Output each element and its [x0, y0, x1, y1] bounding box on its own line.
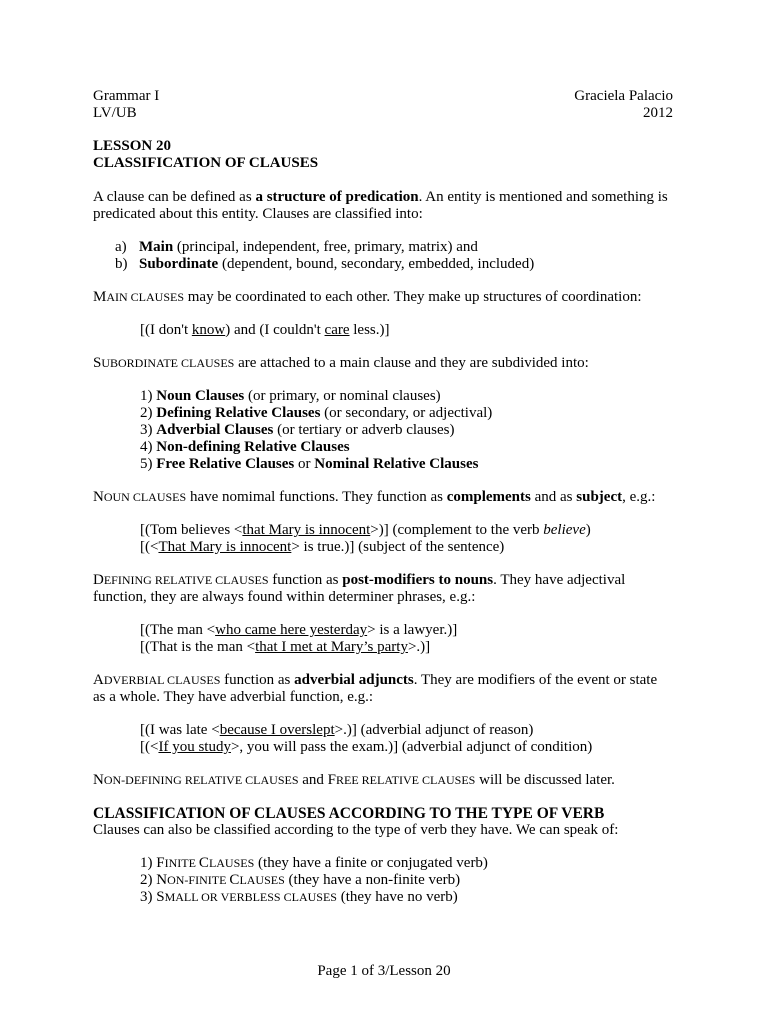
list-item: 3) Adverbial Clauses (or tertiary or adverb clauses)	[140, 422, 455, 438]
example-line: [(<If you study>, you will pass the exam.)] (adverbial adjunct of condition)	[140, 739, 593, 755]
header-row-2	[93, 105, 673, 122]
list-item: 5) Free Relative Clauses or Nominal Relative Clauses	[140, 456, 479, 472]
list-item: 1) Noun Clauses (or primary, or nominal clauses)	[140, 388, 441, 404]
document-page	[93, 88, 673, 906]
defining-examples	[93, 622, 673, 656]
header-row-1	[93, 88, 673, 105]
lesson-title: CLASSIFICATION OF CLAUSES	[93, 155, 319, 171]
example-line: [(The man <who came here yesterday> is a lawyer.)]	[140, 622, 458, 638]
list-item: a) Main (principal, independent, free, primary, matrix) and	[115, 239, 478, 255]
main-clauses-paragraph: MAIN CLAUSES may be coordinated to each other. They make up structures of coordination:	[93, 289, 642, 305]
defining-clauses-paragraph: DEFINING RELATIVE CLAUSES function as post-modifiers to nouns. They have adjectival function, they are always found within determiner phrases, e.g.:	[93, 572, 626, 605]
list-item: 2) NON-FINITE CLAUSES (they have a non-finite verb)	[140, 872, 461, 888]
list-item: 2) Defining Relative Clauses (or secondary, or adjectival)	[140, 405, 493, 421]
course-name: Grammar I	[93, 88, 160, 104]
subordinate-clauses-paragraph: SUBORDINATE CLAUSES are attached to a main clause and they are subdivided into:	[93, 355, 589, 371]
author-name: Graciela Palacio	[574, 88, 673, 104]
department: LV/UB	[93, 105, 137, 121]
noun-examples	[93, 522, 673, 556]
lesson-number: LESSON 20	[93, 138, 171, 154]
example-line: [(That is the man <that I met at Mary’s party>.)]	[140, 639, 431, 655]
adverbial-clauses-paragraph: ADVERBIAL CLAUSES function as adverbial adjuncts. They are modifiers of the event or state as a whole. They have adverbial function, e.g.:	[93, 672, 658, 705]
example-line: [(Tom believes <that Mary is innocent>)] (complement to the verb believe)	[140, 522, 591, 538]
list-item: 1) FINITE CLAUSES (they have a finite or conjugated verb)	[140, 855, 488, 871]
example-line: [(I don't know) and (I couldn't care less.)]	[140, 322, 390, 338]
verb-section-intro: Clauses can also be classified according to the type of verb they have. We can speak of:	[93, 822, 619, 838]
noun-clauses-paragraph: NOUN CLAUSES have nomimal functions. They function as complements and as subject, e.g.:	[93, 489, 656, 505]
example-line: [(I was late <because I overslept>.)] (adverbial adjunct of reason)	[140, 722, 534, 738]
adverbial-examples	[93, 722, 673, 756]
example-line: [(<That Mary is innocent> is true.)] (subject of the sentence)	[140, 539, 505, 555]
subordinate-list	[93, 388, 673, 473]
page-footer: Page 1 of 3/Lesson 20	[317, 963, 451, 979]
list-item: 3) SMALL OR VERBLESS CLAUSES (they have no verb)	[140, 889, 458, 905]
intro-paragraph: A clause can be defined as a structure of predication. An entity is mentioned and something is predicated about this entity. Clauses are classified into:	[93, 189, 668, 222]
list-item: 4) Non-defining Relative Clauses	[140, 439, 350, 455]
clause-types-list	[93, 239, 673, 273]
section-heading: CLASSIFICATION OF CLAUSES ACCORDING TO THE TYPE OF VERB	[93, 805, 605, 822]
list-item: b) Subordinate (dependent, bound, secondary, embedded, included)	[115, 256, 535, 272]
year: 2012	[643, 105, 673, 121]
later-discussion-paragraph: NON-DEFINING RELATIVE CLAUSES and FREE RELATIVE CLAUSES will be discussed later.	[93, 772, 615, 788]
verb-type-list	[93, 855, 673, 906]
